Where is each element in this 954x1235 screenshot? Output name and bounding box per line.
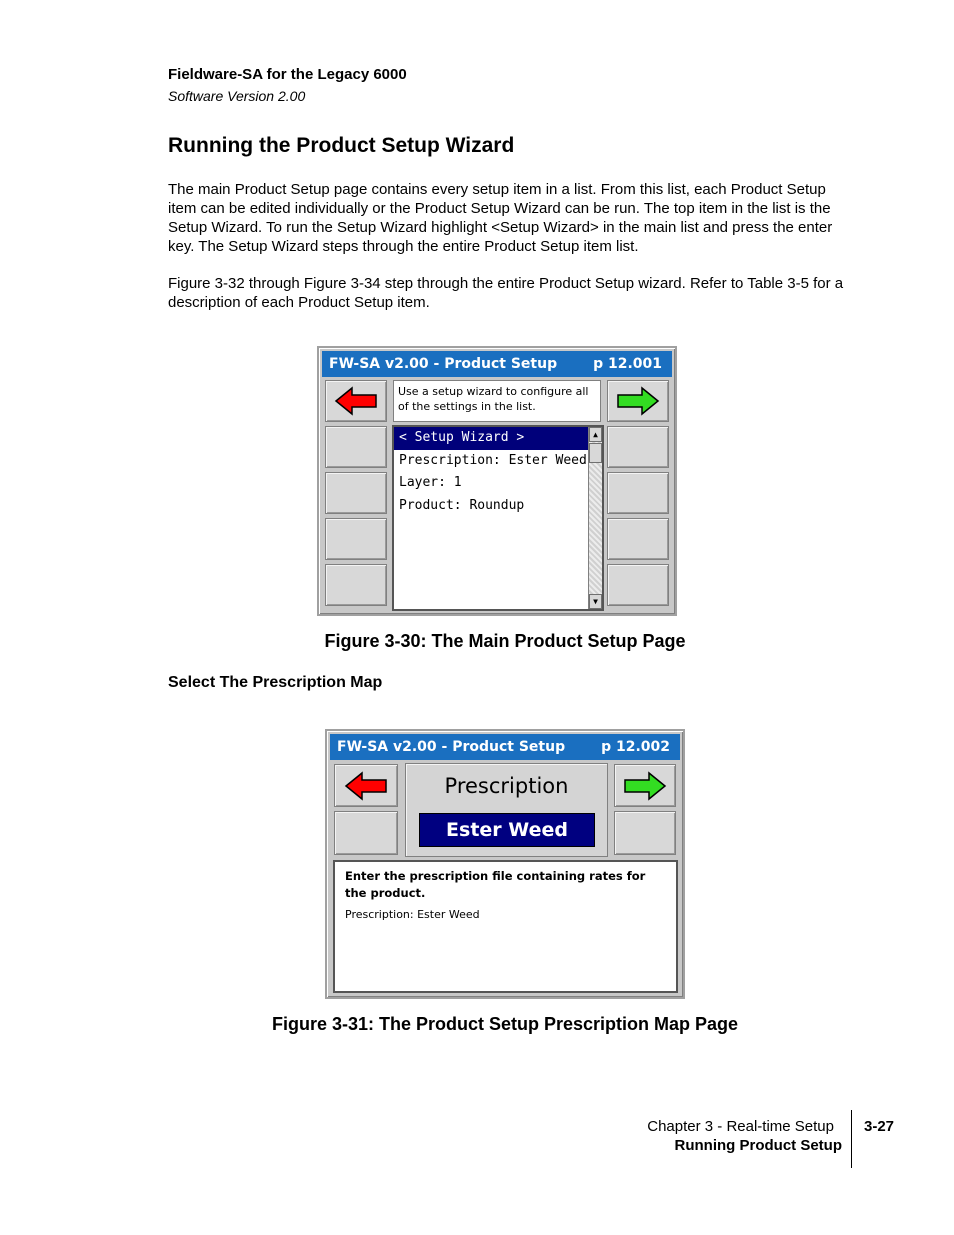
prescription-value-field[interactable]: Ester Weed (419, 813, 595, 847)
figure-caption-2: Figure 3-31: The Product Setup Prescription Map Page (271, 1014, 739, 1034)
next-button[interactable] (607, 380, 669, 422)
screen-titlebar (322, 351, 672, 377)
footer-chapter: Chapter 3 - Real-time Setup (647, 1118, 834, 1135)
paragraph-2: Figure 3-32 through Figure 3-34 step through the entire Product Setup wizard. Refer to Table 3-5 for a description of each Product Setup item. (168, 275, 844, 311)
soft-key-left-2[interactable] (325, 472, 387, 514)
setup-item-list[interactable] (392, 425, 604, 611)
next-arrow-icon (623, 771, 667, 801)
document-header-subtitle: Software Version 2.00 (168, 88, 306, 104)
soft-key-right-4[interactable] (607, 564, 669, 606)
section-title: Running the Product Setup Wizard (168, 134, 515, 157)
product-setup-screen (317, 346, 677, 616)
subheading: Select The Prescription Map (168, 674, 383, 691)
footer-section: Running Product Setup (674, 1137, 842, 1154)
prompt-label: Prescription (444, 774, 569, 798)
screen-title: FW-SA v2.00 - Product Setup (329, 356, 558, 372)
soft-key-right-1[interactable] (607, 426, 669, 468)
soft-key-right-1[interactable] (614, 811, 676, 855)
scroll-up-icon[interactable]: ▲ (589, 427, 602, 442)
document-header-title: Fieldware-SA for the Legacy 6000 (168, 66, 407, 83)
paragraph-1: The main Product Setup page contains every setup item in a list. From this list, each Product Setup item can be edited individually or the Product Setup Wizard can be run. The top item in the list is the Setup Wizard. To run the Setup Wizard highlight <Setup Wizard> in the main list and press the enter key. The Setup Wizard steps through the entire Product Setup item list. (168, 181, 833, 255)
scroll-thumb[interactable] (589, 443, 602, 463)
screen-page-number: p 12.002 (601, 739, 670, 755)
list-item-setup-wizard[interactable]: < Setup Wizard > (394, 427, 588, 450)
description-text: Enter the prescription file containing rates for the product. (345, 869, 646, 900)
list-item-product[interactable]: Product: Roundup (399, 497, 525, 513)
prompt-panel (405, 763, 608, 857)
figure-caption-1: Figure 3-30: The Main Product Setup Page (324, 631, 686, 651)
help-text-box (393, 380, 601, 422)
footer-divider (851, 1110, 852, 1168)
next-button[interactable] (614, 764, 676, 807)
help-text: Use a setup wizard to configure all of the settings in the list. (398, 385, 589, 413)
screen-titlebar (330, 734, 680, 760)
current-value-text: Prescription: Ester Weed (345, 908, 480, 921)
list-item-prescription[interactable]: Prescription: Ester Weed (399, 452, 587, 468)
soft-key-left-4[interactable] (325, 564, 387, 606)
back-arrow-icon (334, 386, 378, 416)
soft-key-left-3[interactable] (325, 518, 387, 560)
page-number: 3-27 (864, 1118, 895, 1135)
soft-key-left-1[interactable] (325, 426, 387, 468)
soft-key-right-2[interactable] (607, 472, 669, 514)
description-box (333, 860, 678, 993)
back-arrow-icon (344, 771, 388, 801)
next-arrow-icon (616, 386, 660, 416)
soft-key-left-1[interactable] (334, 811, 398, 855)
screen-page-number: p 12.001 (593, 356, 662, 372)
screen-title: FW-SA v2.00 - Product Setup (337, 739, 566, 755)
back-button[interactable] (325, 380, 387, 422)
prescription-map-screen (325, 729, 685, 999)
list-item-layer[interactable]: Layer: 1 (399, 475, 462, 490)
back-button[interactable] (334, 764, 398, 807)
list-scrollbar[interactable] (588, 427, 602, 609)
scroll-down-icon[interactable]: ▼ (589, 594, 602, 609)
soft-key-right-3[interactable] (607, 518, 669, 560)
